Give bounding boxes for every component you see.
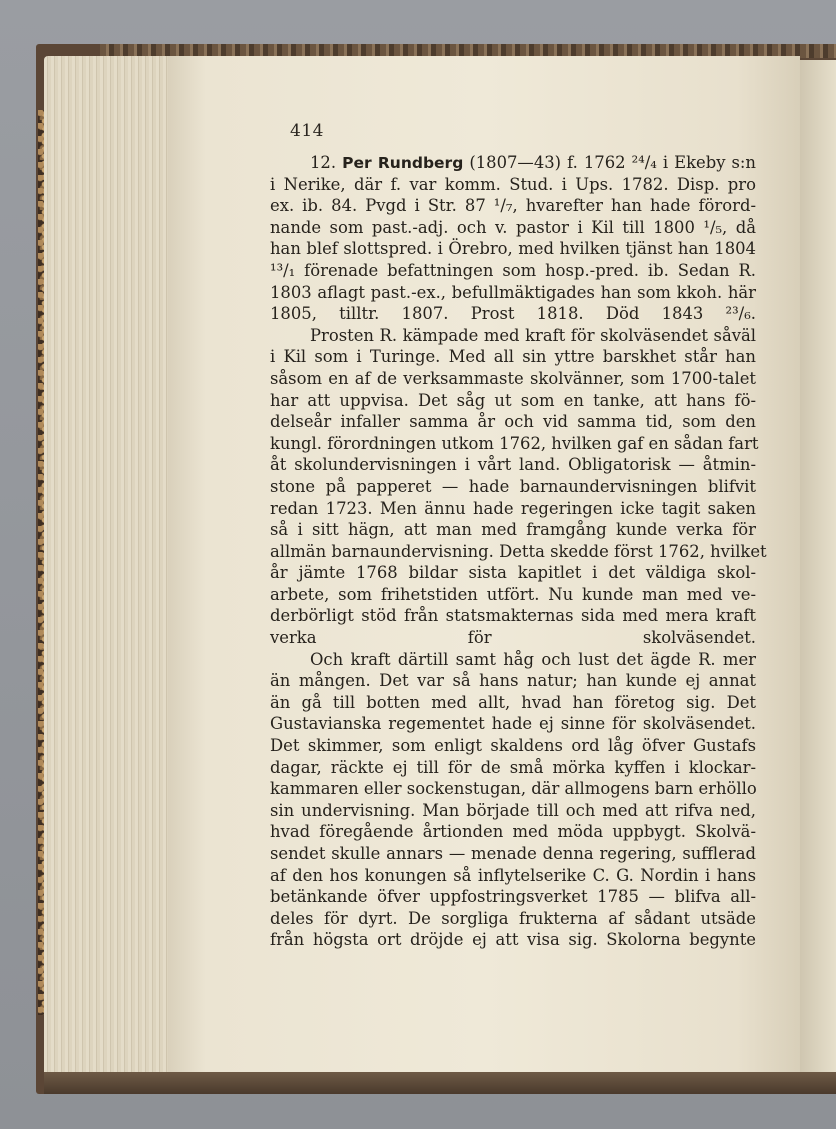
text-line: betänkande öfver uppfostringsverket 1785 — blifva all- (270, 887, 756, 907)
page-number: 414 (290, 121, 324, 141)
text-line: kungl. förordningen utkom 1762, hvilken gaf en sådan fart (270, 433, 759, 453)
text-line: har att uppvisa. Det såg ut som en tanke, att hans fö- (270, 390, 756, 410)
text-line: ¹³/₁ förenade befattningen som hosp.-pred. ib. Sedan R. (270, 260, 756, 280)
text-line: åt skolundervisningen i vårt land. Obligatorisk — åtmin- (270, 455, 756, 475)
text-line: såsom en af de verksammaste skolvänner, som 1700-talet (270, 368, 756, 388)
text-line: af den hos konungen så inflytelserike C. G. Nordin i hans (270, 865, 756, 885)
text-line: redan 1723. Men ännu hade regeringen icke tagit saken (270, 498, 756, 518)
text-line: år jämte 1768 bildar sista kapitlet i det väldiga skol- (270, 563, 756, 583)
text-line: Det skimmer, som enligt skaldens ord låg öfver Gustafs (270, 736, 756, 756)
body-text (270, 152, 767, 951)
text-line: verka för skolväsendet. (270, 628, 756, 648)
left-page-stack (44, 56, 174, 1078)
text-line: deles för dyrt. De sorgliga frukterna af sådant utsäde (270, 908, 756, 928)
text-line: Prosten R. kämpade med kraft för skolväsendet såväl (310, 325, 756, 345)
text-line: 12. Per Rundberg (1807—43) f. 1762 ²⁴/₄ i Ekeby s:n (310, 153, 756, 172)
bottom-binding-edge (44, 1072, 836, 1094)
text-line: från högsta ort dröjde ej att visa sig. Skolorna begynte (270, 930, 756, 950)
text-line: han blef slottspred. i Örebro, med hvilken tjänst han 1804 (270, 239, 756, 259)
text-line: sin undervisning. Man började till och med att rifva ned, (270, 800, 756, 820)
text-line: 1805, tilltr. 1807. Prost 1818. Död 1843 ²³/₆. (270, 304, 756, 324)
text-line: allmän barnaundervisning. Detta skedde först 1762, hvilket (270, 541, 767, 561)
text-line: ex. ib. 84. Pvgd i Str. 87 ¹/₇, hvarefter han hade förord- (270, 196, 756, 216)
text-line: än gå till botten med allt, hvad han företog sig. Det (270, 692, 756, 712)
text-line: nande som past.-adj. och v. pastor i Kil till 1800 ¹/₅, då (270, 217, 756, 237)
text-line: arbete, som frihetstiden utfört. Nu kunde man med ve- (270, 584, 756, 604)
text-line: i Nerike, där f. var komm. Stud. i Ups. 1782. Disp. pro (270, 174, 756, 194)
text-line: än mången. Det var så hans natur; han kunde ej annat (270, 671, 756, 691)
text-line: Gustavianska regementet hade ej sinne för skolväsendet. (270, 714, 756, 734)
text-line: Och kraft därtill samt håg och lust det ägde R. mer (310, 649, 756, 669)
text-line: derbörligt stöd från statsmakternas sida med mera kraft (270, 606, 756, 626)
right-page-edge (800, 60, 836, 1075)
text-line: dagar, räckte ej till för de små mörka kyffen i klockar- (270, 757, 756, 777)
text-line: sendet skulle annars — menade denna regering, sufflerad (270, 844, 756, 863)
text-line: så i sitt hägn, att man med framgång kunde verka för (270, 520, 756, 540)
text-line: hvad föregående årtionden med möda uppbygt. Skolvä- (270, 822, 756, 842)
text-line: stone på papperet — hade barnaundervisningen blifvit (270, 476, 756, 496)
text-line: i Kil som i Turinge. Med all sin yttre barskhet står han (270, 347, 756, 367)
text-line: 1803 aflagt past.-ex., befullmäktigades han som kkoh. här (270, 282, 756, 302)
text-line: delseår infaller samma år och vid samma tid, som den (270, 412, 756, 432)
text-line: kammaren eller sockenstugan, där allmogens barn erhöllo (270, 779, 757, 799)
